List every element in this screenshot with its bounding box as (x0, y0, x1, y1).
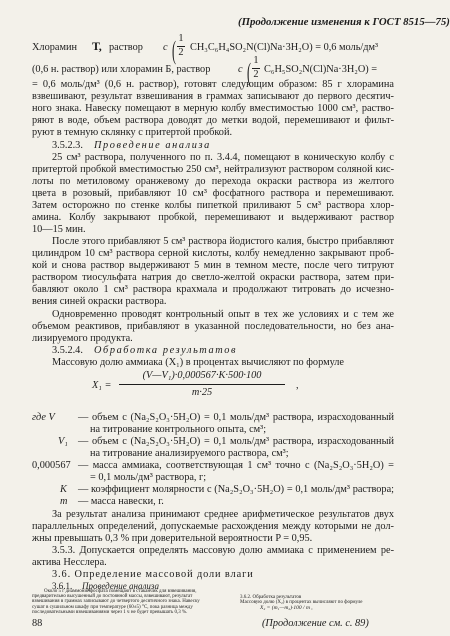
where-text: — объем с (Na₂S₂O₃·5H₂O) = 0,1 моль/дм³ раствора, израсходованный (78, 412, 394, 423)
text-line: вения синей окраски раствора. (32, 296, 167, 307)
where-text: на титрование контрольного опыта, см³; (90, 424, 267, 435)
where-text: = 0,1 моль/дм³ раствора, г; (90, 472, 207, 483)
where-text: на титрование анализируемого раствора, см³; (90, 448, 289, 459)
text-line: Массовую долю аммиака (X₁) в процентах вычисляют по формуле (52, 357, 344, 368)
text-line: ного знака. Навеску помещают в мерную колбу вместимостью 1000 см³, раство- (32, 103, 394, 114)
text-line: последовательными взвешиваниями через 1 ч не будет превышать 0,3 %. (32, 609, 188, 615)
text-line: Массовую долю (X₂) в процентах вычисляют по формуле (240, 600, 363, 605)
text-line: цвета в розовый, прибавляют 10 см³ фосфатного раствора и перемешивают. (32, 188, 394, 199)
chloramine-formula: CH₃C₆H₄SO₂N(Cl)Na·3H₂O) = 0,6 моль/дм³ (190, 42, 379, 53)
page-number: 88 (32, 618, 43, 629)
text-line: Одновременно проводят контрольный опыт в тех же условиях и с тем же (52, 309, 394, 320)
half-denominator: 2 (178, 47, 184, 58)
text-line: ряют в воде, объем раствора доводят до метки водой, перемешивают и фильт- (32, 115, 394, 126)
text-line: цилиндром 10 см³ раствора серной кислоты, колбу немедленно закрывают проб- (32, 248, 394, 259)
text-line: жны превышать 0,3 % при доверительной вероятности P = 0,95. (32, 533, 313, 544)
chloramine-b-left: (0,6 н. раствор) или хлорамин Б, раствор (32, 64, 211, 75)
text-line: сушат в сушильном шкафу при температуре (60±5) °С, пока разница между (32, 604, 193, 610)
formula1-tail: , (296, 380, 299, 391)
text-line: предварительно высушенный до постоянной массы, взвешивают, результат (32, 594, 193, 600)
text-line: лизируемого продукта. (32, 333, 133, 344)
section-number: 3.6.1. (52, 581, 73, 591)
where-text: — масса навески, г. (78, 496, 164, 507)
continued-note: (Продолжение см. с. 89) (262, 618, 369, 629)
where-symbol: 0,000567 (32, 460, 71, 471)
text-line: После этого прибавляют 5 см³ раствора йодистого калия, быстро прибавляют (52, 236, 394, 247)
open-paren: ( (172, 34, 176, 66)
text-line: За результат анализа принимают среднее арифметическое результатов двух (52, 509, 394, 520)
chloramine-solution-word: раствор (109, 42, 143, 53)
formula2: X₂ = (m₁—m₂)·100 / m , (260, 605, 313, 611)
text-line: взвешивания в граммах записывают до четвертого десятичного знака. Навеску (32, 599, 200, 605)
section-title: Проведение анализа (94, 140, 211, 151)
text-line: лоты по метиловому оранжевому до перехода окраски раствора из желтого (32, 176, 394, 187)
half-denominator-2: 2 (253, 69, 259, 80)
half-numerator-2: 1 (253, 55, 259, 66)
section-number: 3.6.2. Обработка результатов (240, 595, 302, 600)
half-numerator: 1 (178, 33, 184, 44)
section-title: Проведение анализа (82, 581, 159, 591)
text-line: бавляют около 1 см³ раствора крахмала и продолжают титровать до исчезно- (32, 284, 394, 295)
text-line: объемом реактивов, прибавляют в указанной последовательности, но без ана- (32, 321, 394, 332)
text-line: 25 см³ раствора, полученного по п. 3.4.4, помещают в коническую колбу с (52, 152, 394, 163)
section-heading: 3.6. Определение массовой доли влаги (52, 569, 254, 580)
formula1-denominator: m·25 (191, 387, 213, 398)
text-line: раствором тиосульфата натрия до светло-желтой окраски раствора, затем при- (32, 272, 394, 283)
where-symbol: m (60, 496, 68, 507)
page-header: (Продолжение изменения к ГОСТ 8515—75) (238, 16, 450, 28)
text-line: взвешивают, результат взвешивания в граммах записывают до первого десятич- (32, 91, 394, 102)
chloramine-c: с (163, 42, 168, 53)
text-line: притертой пробкой вместимостью 250 см³, нейтрализуют раствором соляной кис- (32, 164, 394, 175)
text-line: кой и снова раствор выдерживают 5 мин в темном месте, после чего титруют (32, 260, 394, 271)
text-line: руют в темную склянку с притертой пробкой. (32, 127, 233, 138)
open-paren-2: ( (247, 56, 251, 88)
text-line: актива Несслера. (32, 557, 107, 568)
section-number: 3.5.2.3. (52, 140, 83, 151)
where-symbol: K (60, 484, 67, 495)
text-line: амина. Колбу закрывают пробкой, перемешивают и выдерживают раствор (32, 212, 394, 223)
text-line: Затем осторожно по стенке колбы пипеткой приливают 5 см³ раствора хлор- (32, 200, 394, 211)
text-line: параллельных определений, допускаемые расхождения между которыми не дол- (32, 521, 394, 532)
formula1-numerator: (V—V₁)·0,000567·K·500·100 (142, 370, 262, 381)
where-symbol: V₁ (58, 436, 68, 447)
section-title: Обработка результатов (94, 345, 238, 356)
chloramine-b-c: с (238, 64, 243, 75)
where-text: — масса аммиака, соответствующая 1 см³ точно с (Na₂S₂O₃·5H₂O) = (78, 460, 394, 471)
chloramine-label: Хлорамин (32, 42, 77, 53)
section-number: 3.5.2.4. (52, 345, 83, 356)
formula1-bar (119, 384, 285, 385)
text-line: Около 5 г диаммонийфосфата помещают в стаканчик для взвешивания, (44, 589, 197, 594)
chloramine-type: Т, (92, 39, 102, 53)
text-line: 3.5.3. Допускается определять массовую долю аммиака с применением ре- (52, 545, 394, 556)
where-symbol: где V (32, 412, 55, 423)
text-line: = 0,6 моль/дм³ (0,6 н. раствор), готовят следующим образом: 85 г хлорамина (32, 79, 394, 90)
formula1-lhs: X₁ = (92, 380, 112, 391)
chloramine-b-formula: C₆H₅SO₂N(Cl)Na·3H₂O) = (264, 64, 378, 75)
where-text: — коэффициент молярности с (Na₂S₂O₃·5H₂O) = 0,1 моль/дм³ раствора; (78, 484, 394, 495)
where-text: — объем с (Na₂S₂O₃·5H₂O) = 0,1 моль/дм³ раствора, израсходованный (78, 436, 394, 447)
text-line: 10—15 мин. (32, 224, 86, 235)
